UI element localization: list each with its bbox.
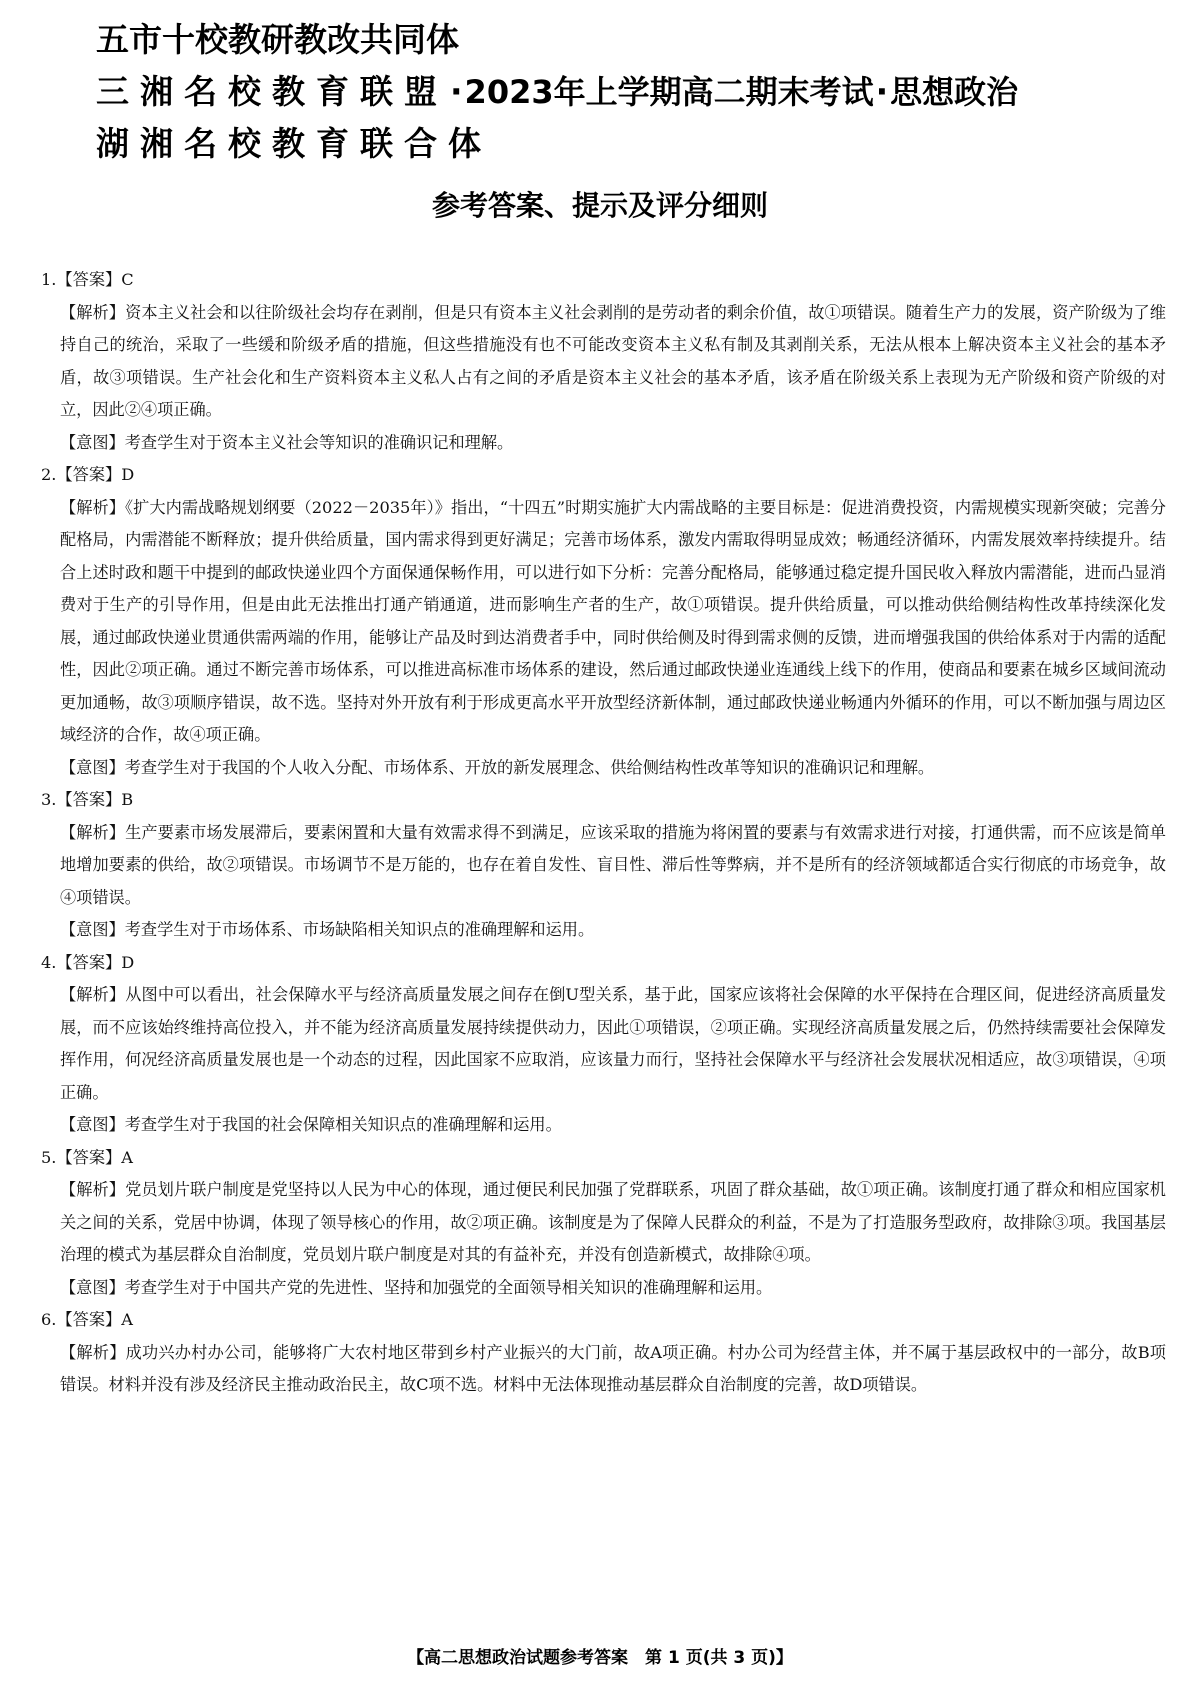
answer-line: 2.【答案】D <box>41 465 135 484</box>
exam-header <box>96 14 1136 170</box>
analysis-paragraph: 【解析】成功兴办村办公司，能够将广大农村地区带到乡村产业振兴的大门前，故A项正确。村办公司为经营主体，并不属于基层政权中的一部分，故B项错误。材料并没有涉及经济民主推动政治民主，故C项不选。材料中无法体现推动基层群众自治制度的完善，故D项错误。 <box>60 1342 1166 1394</box>
analysis-paragraph: 【解析】生产要素市场发展滞后，要素闲置和大量有效需求得不到满足，应该采取的措施为将闲置的要素与有效需求进行对接，打通供需，而不应该是简单地增加要素的供给，故②项错误。市场调节不是万能的，也存在着自发性、盲目性、滞后性等弊病，并不是所有的经济领域都适合实行彻底的市场竞争，故④项错误。 <box>60 822 1166 907</box>
answer-line: 3.【答案】B <box>41 790 134 809</box>
exam-name: 2023年上学期高二期末考试 <box>464 73 874 111</box>
document-subtitle: 参考答案、提示及评分细则 <box>431 189 768 222</box>
header-line-1: 五市十校教研教改共同体 <box>96 20 459 59</box>
answer-line: 1.【答案】C <box>41 270 134 289</box>
alliance-name: 三湘名校教育联盟 <box>96 72 448 111</box>
intent-paragraph: 【意图】考查学生对于市场体系、市场缺陷相关知识点的准确理解和运用。 <box>60 920 595 939</box>
analysis-paragraph: 【解析】《扩大内需战略规划纲要（2022－2035年）》指出，“十四五”时期实施扩大内需战略的主要目标是：促进消费投资，内需规模实现新突破；完善分配格局，内需潜能不断释放；提升供给质量，国内需求得到更好满足；完善市场体系，激发内需取得明显成效；畅通经济循环，内需发展效率持续提升。结合上述时政和题干中提到的邮政快递业四个方面保通保畅作用，可以进行如下分析：完善分配格局，能够通过稳定提升国民收入释放内需潜能，进而凸显消费对于生产的引导作用，但是由此无法推出打通产销通道，进而影响生产者的生产，故①项错误。提升供给质量，可以推动供给侧结构性改革持续深化发展，通过邮政快递业贯通供需两端的作用，能够让产品及时到达消费者手中，同时供给侧及时得到需求侧的反馈，进而增强我国的供给体系对于内需的适配性，因此②项正确。通过不断完善市场体系，可以推进高标准市场体系的建设，然后通过邮政快递业连通线上线下的作用，使商品和要素在城乡区域间流动更加通畅，故③项顺序错误，故不选。坚持对外开放有利于形成更高水平开放型经济新体制，通过邮政快递业畅通内外循环的作用，可以不断加强与周边区域经济的合作，故④项正确。 <box>60 497 1166 744</box>
header-line-3: 湖湘名校教育联合体 <box>96 124 492 163</box>
question-6 <box>41 1304 1166 1402</box>
intent-paragraph: 【意图】考查学生对于中国共产党的先进性、坚持和加强党的全面领导相关知识的准确理解和运用。 <box>60 1277 773 1297</box>
intent-paragraph: 【意图】考查学生对于资本主义社会等知识的准确识记和理解。 <box>60 432 514 452</box>
analysis-paragraph: 【解析】党员划片联户制度是党坚持以人民为中心的体现，通过便民利民加强了党群联系，巩固了群众基础，故①项正确。该制度打通了群众和相应国家机关之间的关系，党居中协调，体现了领导核心的作用，故②项正确。该制度是为了保障人民群众的利益，不是为了打造服务型政府，故排除③项。我国基层治理的模式为基层群众自治制度，党员划片联户制度是对其的有益补充，并没有创造新模式，故排除④项。 <box>60 1180 1166 1264</box>
question-5 <box>41 1142 1166 1305</box>
analysis-paragraph: 【解析】从图中可以看出，社会保障水平与经济高质量发展之间存在倒U型关系，基于此，国家应该将社会保障的水平保持在合理区间，促进经济高质量发展，而不应该始终维持高位投入，并不能为经济高质量发展持续提供动力，因此①项错误，②项正确。实现经济高质量发展之后，仍然持续需要社会保障发挥作用，何况经济高质量发展也是一个动态的过程，因此国家不应取消，应该量力而行，坚持社会保障水平与经济社会发展状况相适应，故③项错误，④项正确。 <box>60 985 1166 1102</box>
answer-line: 6.【答案】A <box>41 1310 133 1329</box>
question-2 <box>41 459 1166 784</box>
answer-line: 4.【答案】D <box>41 952 135 972</box>
question-4 <box>41 947 1166 1142</box>
separator-dot: · <box>875 72 889 111</box>
intent-paragraph: 【意图】考查学生对于我国的社会保障相关知识点的准确理解和运用。 <box>60 1115 562 1134</box>
page-footer: 【高二思想政治试题参考答案 第 1 页(共 3 页)】 <box>407 1648 793 1668</box>
answer-list <box>41 264 1166 1402</box>
answer-line: 5.【答案】A <box>41 1147 133 1167</box>
subject-name: 思想政治 <box>890 73 1019 111</box>
separator-dot: · <box>450 72 463 111</box>
question-1 <box>41 264 1166 459</box>
analysis-paragraph: 【解析】资本主义社会和以往阶级社会均存在剥削，但是只有资本主义社会剥削的是劳动者的剩余价值，故①项错误。随着生产力的发展，资产阶级为了维持自己的统治，采取了一些缓和阶级矛盾的措施，但这些措施没有也不可能改变资本主义私有制及其剥削关系，无法从根本上解决资本主义社会的基本矛盾，故③项错误。生产社会化和生产资料资本主义私人占有之间的矛盾是资本主义社会的基本矛盾，该矛盾在阶级关系上表现为无产阶级和资产阶级的对立，因此②④项正确。 <box>60 302 1166 419</box>
question-3 <box>41 784 1166 947</box>
intent-paragraph: 【意图】考查学生对于我国的个人收入分配、市场体系、开放的新发展理念、供给侧结构性改革等知识的准确识记和理解。 <box>60 757 935 777</box>
header-line-2 <box>96 66 1136 118</box>
